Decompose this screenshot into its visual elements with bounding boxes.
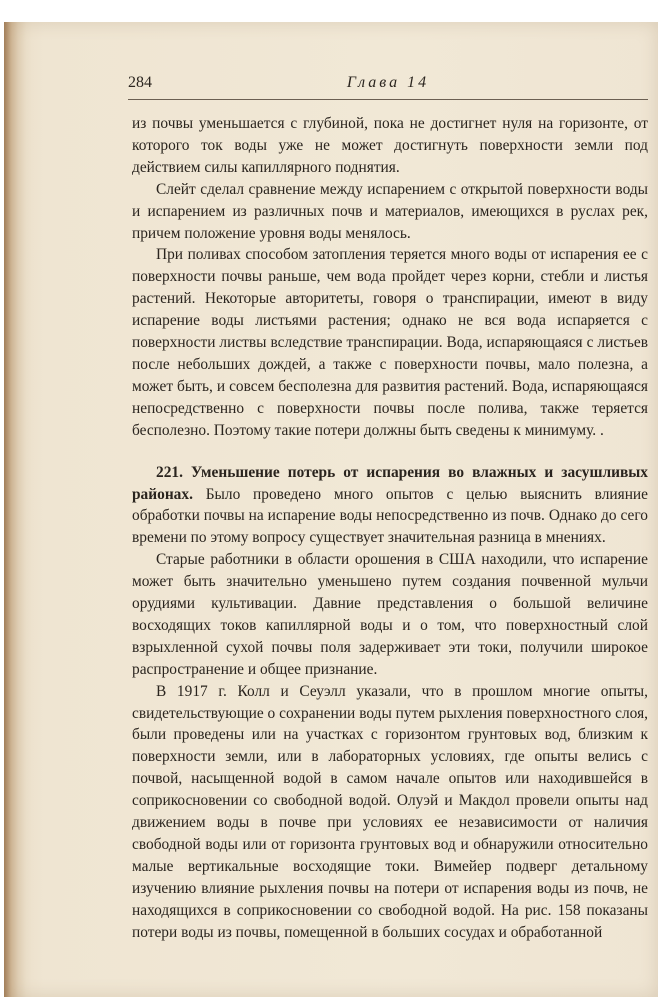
header-rule [128, 99, 648, 100]
paragraph: Слейт сделал сравнение между испарением с открытой поверхности воды и испарением из различных почв и материалов, имеющихся в руслах рек, причем положение уровня воды менялось. [132, 180, 648, 242]
running-head: Глава 14 [346, 74, 430, 91]
section-heading: 221. Уменьшение потерь от испарения во влажных и засушливых районах. [132, 463, 648, 503]
paragraph: При поливах способом затопления теряется много воды от испарения ее с поверхности почвы раньше, чем вода пройдет через корни, стебли и листья растений. Некоторые авторитеты, говоря о транспирации, имеют в виду испарение воды листьями растения; однако не вся вода испаряется с поверхности листвы вследствие транспирации. Вода, испаряющаяся с листьев после небольших дождей, а также с поверхности почвы, мало полезна, а может быть, и совсем бесполезна для развития растений. Вода, испаряющаяся непосредственно с поверхности почвы после полива, также теряется бесполезно. Поэтому такие потери должны быть сведены к минимуму. . [132, 246, 648, 439]
page-header [128, 74, 648, 98]
paragraph: Старые работники в области орошения в США находили, что испарение может быть значительно уменьшено путем создания почвенной мульчи орудиями культивации. Давние представления о большой величине восходящих токов капиллярной воды и о том, что поверхностный слой взрыхленной сухой почвы поля задерживает эти токи, получили широкое распространение и общее признание. [132, 551, 648, 678]
section-text: Было проведено много опытов с целью выяснить влияние обработки почвы на испарение воды непосредственно из почв. Однако до сего времени по этому вопросу существует значительная разница в мнениях. [132, 485, 648, 547]
paragraph: из почвы уменьшается с глубиной, пока не достигнет нуля на горизонте, от которого ток воды уже не может достигнуть поверхности земли под действием силы капиллярного поднятия. [132, 115, 648, 176]
section-paragraph [132, 462, 648, 550]
page-number: 284 [128, 74, 152, 91]
paragraph: В 1917 г. Колл и Сеуэлл указали, что в прошлом многие опыты, свидетельствующие о сохранении воды путем рыхления поверхностного слоя, были проведены или на участках с горизонтом грунтовых вод, близким к поверхности земли, или в лабораторных условиях, где опыты велись с почвой, насыщенной водой в самом начале опытов или находившейся в соприкосновении со свободной водой. Олуэй и Макдол провели опыты над движением воды в почве при условиях ее независимости от наличия свободной воды или от горизонта грунтовых вод и обнаружили относительно малые вертикальные восходящие токи. Вимейер подверг детальному изучению влияние рыхления почвы на потери от испарения воды из почв, не находящихся в соприкосновении со свободной водой. На рис. 158 показаны потери воды из почвы, помещенной в больших сосудах и обработанной [132, 682, 648, 941]
page-gutter-shadow [4, 22, 44, 997]
body-text [132, 113, 648, 944]
